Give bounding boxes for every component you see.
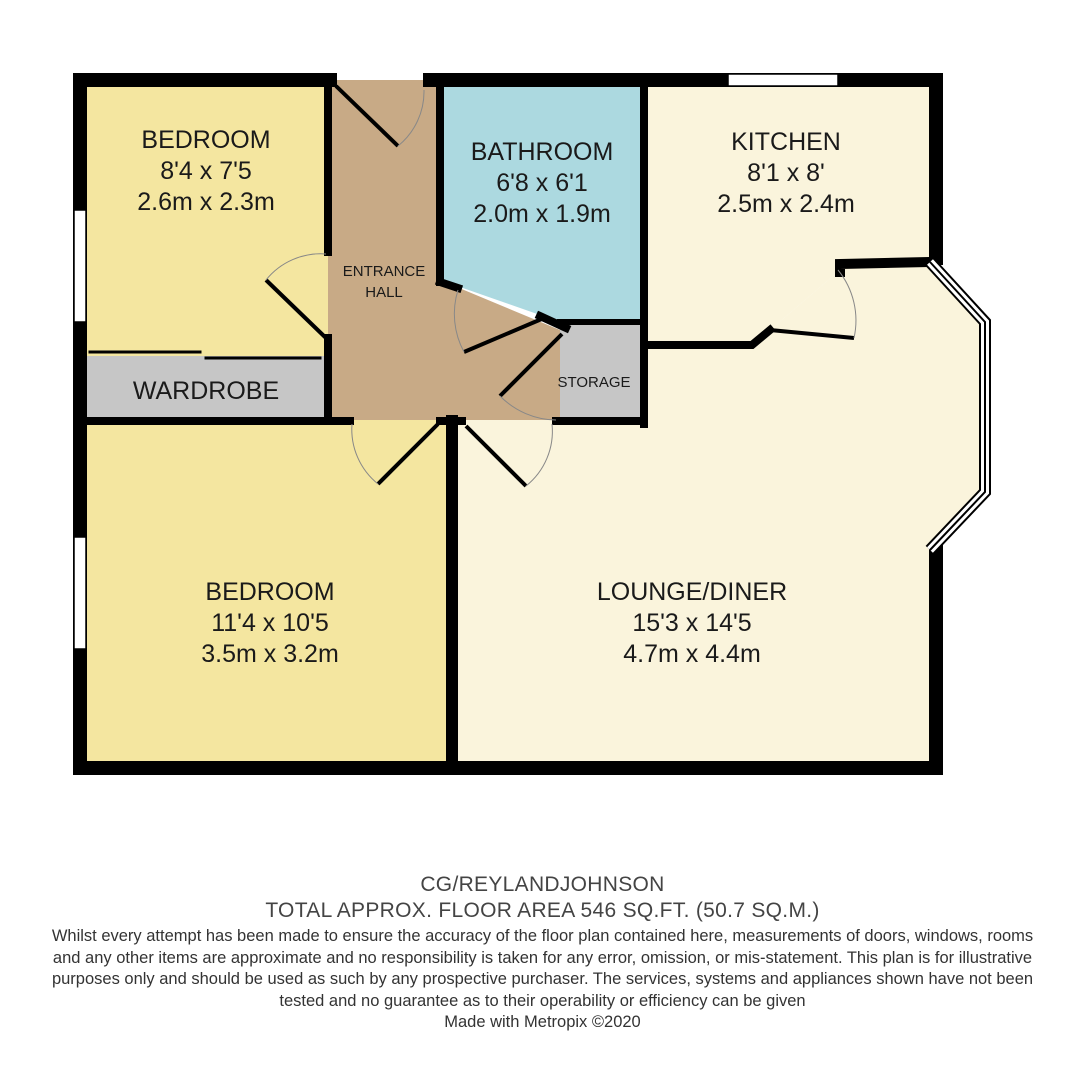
bedroom-1-metric: 2.6m x 2.3m xyxy=(137,188,275,216)
lounge-diner-metric: 4.7m x 4.4m xyxy=(623,640,761,668)
bedroom-1-imperial: 8'4 x 7'5 xyxy=(160,157,252,185)
entrance-hall-line2: HALL xyxy=(365,284,403,301)
disclaimer-text: Whilst every attempt has been made to ensure the accuracy of the floor plan contained here, measurements of doors, windows, rooms and any other items are approximate and no responsibility is taken for any error, omission, or mis-statement. This plan is for illustrative purposes only and should be used as such by any prospective purchaser. The services, systems and appliances shown have not been tested and no guarantee as to their operability or efficiency can be given xyxy=(51,927,1034,1010)
lounge-diner-imperial: 15'3 x 14'5 xyxy=(632,609,752,637)
entrance-hall-line1: ENTRANCE xyxy=(342,263,426,280)
metropix-credit: Made with Metropix ©2020 xyxy=(444,1013,641,1031)
kitchen-metric: 2.5m x 2.4m xyxy=(717,190,855,218)
bedroom-1-area xyxy=(80,80,328,356)
storage-label: STORAGE xyxy=(557,374,631,391)
bathroom-name: BATHROOM xyxy=(470,138,614,166)
kitchen-imperial: 8'1 x 8' xyxy=(747,159,825,187)
bedroom-2-imperial: 11'4 x 10'5 xyxy=(211,609,329,637)
bedroom-1-name: BEDROOM xyxy=(141,126,271,154)
kitchen-name: KITCHEN xyxy=(731,128,841,156)
lounge-diner-name: LOUNGE/DINER xyxy=(596,578,788,606)
bathroom-metric: 2.0m x 1.9m xyxy=(473,200,611,228)
bathroom-imperial: 6'8 x 6'1 xyxy=(496,169,588,197)
total-floor-area: TOTAL APPROX. FLOOR AREA 546 SQ.FT. (50.7 SQ.M.) xyxy=(265,899,820,922)
plan-footer xyxy=(0,872,1085,1033)
bedroom-2-name: BEDROOM xyxy=(205,578,335,606)
bedroom-2-label xyxy=(201,578,339,668)
wardrobe-label: WARDROBE xyxy=(132,377,280,405)
storage-area xyxy=(560,322,644,420)
agent-brand: CG/REYLANDJOHNSON xyxy=(420,873,665,896)
bedroom-2-metric: 3.5m x 3.2m xyxy=(201,640,339,668)
